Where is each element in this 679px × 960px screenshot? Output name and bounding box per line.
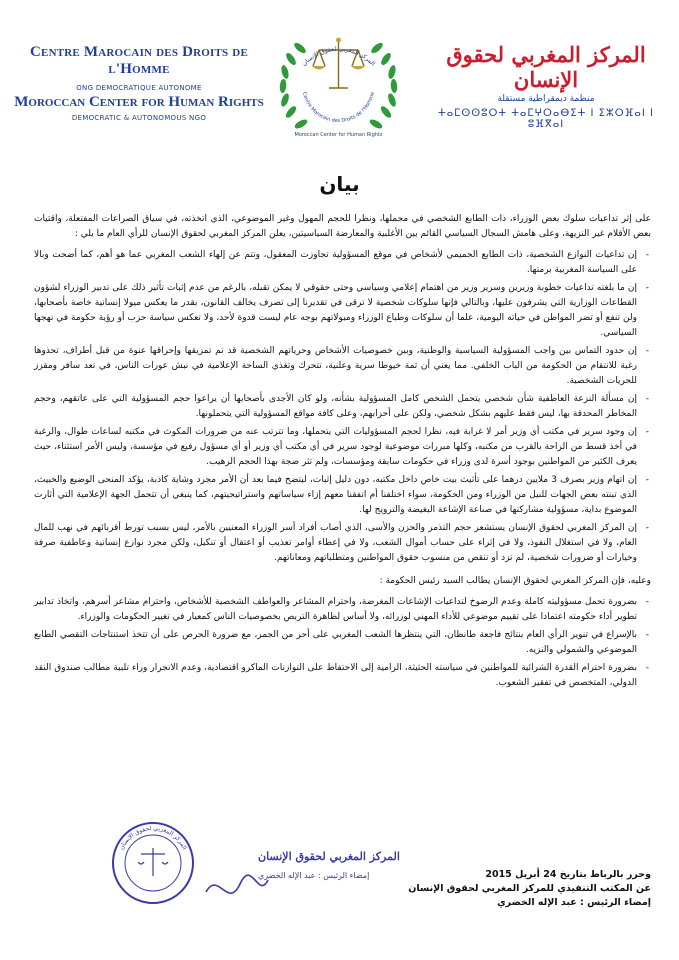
header-latin <box>14 44 264 122</box>
header-ar-name: المركز المغربي لحقوق الإنسان <box>446 42 646 92</box>
point-item: - إن اتهام وزير بصرف 3 ملايين درهما على تأثيث بيت خاص داخل مكتبه، دون دليل إثبات، ليتضح فيما بعد أن الأمر مجرد وشاية كاذبة، يؤكد المنحى الوضيع والخبيث، الذي تبنته بعض الجهات للنيل من الوزراء ومن الحكومة، سواء اختلفنا أم اتفقنا معهم إزاء سياساتهم واستراتيجيتهم، كما ينبغي أن تتحمل الجهة الإعلامية التي أثارت الموضوع بداية، مسؤولية مشاركتها في صناعة الإشاعة البغيضة والترويج لها. <box>34 473 637 518</box>
header-arabic <box>431 42 661 130</box>
demand-item: - بضرورة تحمل مسؤوليته كاملة وعدم الرضوخ لتداعيات الإشاعات المغرضة، واحترام المشاعر والعواطف الشخصية للأشخاص، واحترام مشاعر أسرهم، واتخاذ تدابير تطوير أداء حكومته اعتمادا على تقييم موضوعي للأداء المهني لوزرائه، ولا أساس لظاهرة التربص بخصوصيات الناس كمعيار في تغيير الحكومات والوزراء. <box>34 595 637 625</box>
logo-english-text: Moroccan Center for Human Rights <box>294 132 383 138</box>
point-item: - إن ما بلغته تداعيات خطوبة وزيرين وسرير وزير من اهتمام إعلامي وسياسي وحتى حقوقي لا يمكن تقبله، بالرغم من عدم إثبات تأثير ذلك على تدبير الوزراء لشؤون القطاعات الوزارية التي يشرفون عليها، وبالتالي فإنها سلوكات شخصية لا ترقى في تقديرنا إلى تصرف يخالف القانون، بقدر ما يعكس ميولا إنسانية خاصة بأصحابها، ولن تنفع أو تضر المواطن في حياته اليومية، علما أن سلوكات وطباع الوزراء وميولاتهم بوجه عام ليست قدوة لأحد، ولا تعكس سياسة حزب أو رؤية حكومة في نهجها السياسي. <box>34 281 637 341</box>
closing-signature: إمضاء الرئيس : عبد الإله الخضري <box>496 897 651 908</box>
closing-block <box>408 868 651 910</box>
demands-intro: وعليه، فإن المركز المغربي لحقوق الإنسان يطالب السيد رئيس الحكومة : <box>379 576 651 586</box>
points-list <box>34 248 651 566</box>
signature-stamp <box>108 840 400 920</box>
statement-body <box>34 212 651 699</box>
header-tifinagh-name: ⵜⴰⵎⵙⵙⵓⵔⵜ ⵜⴰⵎⵖⵔⴰⴱⵉⵜ ⵏ ⵉⵣⵔⴼⴰⵏ ⵏ ⵓⴼⴳⴰⵏ <box>438 108 654 130</box>
header-en-name: Moroccan Center for Human Rights <box>14 94 264 110</box>
point-item: - إن المركز المغربي لحقوق الإنسان يستشعر حجم التذمر والحزن والأسى، الذي أصاب أفراد أسر الوزراء المعنيين بالأمر، ليس بسبب تورط أقربائهم في نهب للمال العام، ولا في استغلال النفوذ، ولا في إثراء على حساب أموال الشعب، ولا في إعطاء أوامر تعذيب أو اعتقال أو تنكيل، ولكن مجرد نوازع إنسانية وعاطفية صرفة وخيارات أو ضرورات شخصية، لم تزد أو تنقص من منسوب حقوق المواطنين ومتطلباتهم ومعاناتهم. <box>34 521 637 566</box>
point-item: - إن تداعيات النوازع الشخصية، ذات الطابع الحميمي لأشخاص في موقع المسؤولية تجاوزت المعقول، وتتم عن إلهاء الشعب المغربي عما هو أهم، كما أضحت وبالا على السياسة المغربية برمتها. <box>34 248 637 278</box>
logo-french-text: Centre Marocain des Droits de l'Homme <box>301 91 376 125</box>
organization-logo <box>271 20 406 145</box>
closing-office: عن المكتب التنفيذي للمركز المغربي لحقوق الإنسان <box>408 883 651 894</box>
point-item: - إن حدود التماس بين واجب المسؤولية السياسية والوطنية، وبين خصوصيات الأشخاص وحرياتهم الشخصية قد تم تمزيقها وإحراقها عنوة من قبل أطراف، تحذوها رغبة للانتقام من الحكومة من الباب الخلفي. مما يعني أن ثمة خيوطا سرية وعلنية، تتحرك وتغذي الساحة الإعلامية في نبش عورات الناس، في تعد سافر ومقزز للحريات الشخصية. <box>34 344 637 389</box>
demand-item: - بالإسراع في تنوير الرأي العام بنتائج فاجعة طانطان، التي ينتظرها الشعب المغربي على أحر من الجمر، مع ضرورة الحرص على أن تتخذ استنتاجات التقصي الطابع الموضوعي والشمولي والنزيه. <box>34 628 637 658</box>
stamp-sign-text: إمضاء الرئيس : عبد الإله الخضري <box>258 871 370 880</box>
page-title: بيان <box>319 172 360 196</box>
header-fr-name: Centre Marocain des Droits de l'Homme <box>30 44 248 77</box>
point-item: - إن وجود سرير في مكتب أي وزير أمر لا غرابة فيه، نظرا لحجم المسؤوليات التي يتحملها، وما تترتب عنه من ضرورات المكوث في مكتبه لساعات طوال، والرغبة في أخذ قسط من الراحة بالقرب من مكتبه، وكلها مبررات موضوعية لوجود سرير في أي مكتب أي وزير أو أي مسؤول رفيع في مؤسسة، وليس الأمر استثناء، حيث يعرف الكثير من المواطنين بوجود أسرة لدى وزراء في حكومات سابقة ومؤسسات، ولم تثر ضجة بهذا الحجم الرهيب. <box>34 425 637 470</box>
demand-item: - بضرورة احترام القدرة الشرائية للمواطنين في سياسته الحثيثة، الرامية إلى الاحتفاظ على التوازنات الماكرو اقتصادية، وعدم الانجرار وراء تلبية مطالب صندوق النقد الدولي، المتخصص في تفقير الشعوب. <box>34 661 637 691</box>
closing-date: وحرر بالرباط بتاريخ 24 أبريل 2015 <box>485 869 651 880</box>
stamp-org-text: المركز المغربي لحقوق الإنسان <box>258 850 400 863</box>
intro-paragraph: على إثر تداعيات سلوك بعض الوزراء، ذات الطابع الشخصي في مجملها، ونظرا للحجم المهول وغير الموضوعي، الذي اتخذته، في سياق الصراعات المفتعلة، واقتيات بعض الأقلام غير النزيهة، وعلى هامش السجال السياسي القائم بين الأغلبية والمعارضة السياسيتين، يعلن المركز المغربي لحقوق الإنسان للرأي العام ما يلي : <box>34 214 651 239</box>
header-fr-tagline: ONG DEMOCRATIQUE AUTONOME <box>76 84 202 92</box>
logo-arabic-text: المركز المغربي لحقوق الإنسان <box>300 45 377 68</box>
point-item: - إن مسألة النزعة العاطفية شأن شخصي يتحمل الشخص كامل المسؤولية بشأنه، ولو كان الأجدى بأصحابها أن يراعوا حجم المسؤولية التي على عاتقهم، وحجم المخاطر المحدقة بها، ليس فقط عليهم بشكل شخصي، ولكن على أحزابهم، وعلى كافة مواقع المسؤولية التي يتحملونها. <box>34 392 637 422</box>
header-en-tagline: DEMOCRATIC & AUTONOMOUS NGO <box>71 114 207 122</box>
svg-text:Centre Marocain des Droits de <box>301 92 376 125</box>
demands-list <box>34 595 651 691</box>
header-ar-tagline: منظمة ديمقراطية مستقلة <box>497 94 595 104</box>
stamp-arc-text: المركز المغربي لحقوق الإنسان <box>118 824 188 851</box>
